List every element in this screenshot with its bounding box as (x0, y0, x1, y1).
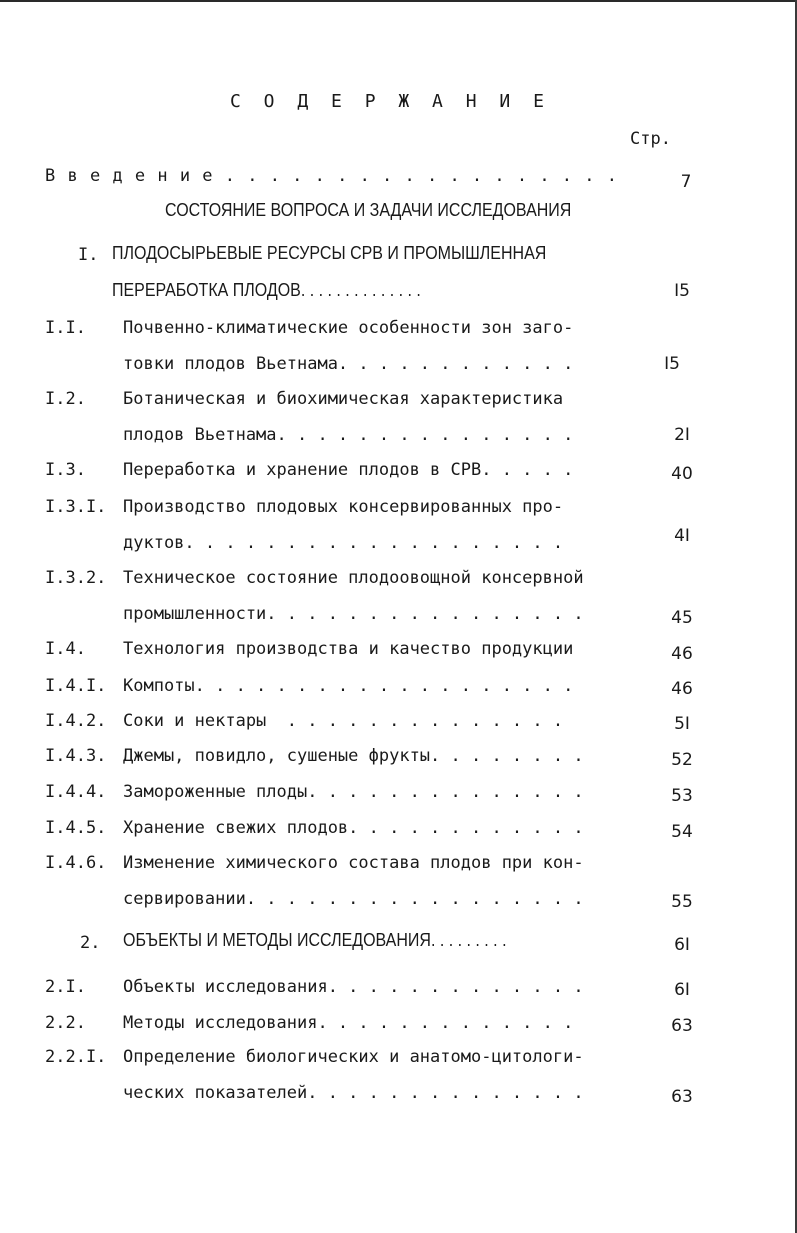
toc-entry-number: I.2. (45, 389, 86, 409)
toc-page-number: 6I (674, 980, 690, 1000)
toc-entry-number: 2.I. (45, 977, 86, 997)
toc-page-number: 46 (671, 679, 693, 699)
toc-entry-text: Джемы, повидло, сушеные фрукты. . . . . . . . (123, 746, 584, 766)
toc-entry-text: ческих показателей. . . . . . . . . . . . . . (123, 1083, 584, 1103)
toc-page-number: 63 (671, 1016, 693, 1036)
page-column-label: Стр. (630, 129, 671, 149)
toc-entry-number: I.4.4. (45, 782, 107, 802)
toc-entry-text: Технология производства и качество продукции (123, 639, 574, 659)
toc-page-number: 5I (674, 714, 690, 734)
toc-page-number: 63 (671, 1087, 693, 1107)
section-heading: СОСТОЯНИЕ ВОПРОСА И ЗАДАЧИ ИССЛЕДОВАНИЯ (165, 201, 572, 221)
toc-page-number: 46 (671, 644, 693, 664)
toc-entry-number: 2.2.I. (45, 1047, 107, 1067)
toc-entry-number: I.4.I. (45, 676, 107, 696)
toc-entry-number: I.4. (45, 639, 86, 659)
toc-entry-text: Определение биологических и анатомо-цитологи- (123, 1047, 584, 1067)
toc-entry-text: сервировании. . . . . . . . . . . . . . . . . (123, 889, 584, 909)
toc-page-number: 53 (671, 786, 693, 806)
toc-entry-number: I.4.2. (45, 711, 107, 731)
toc-page-number: I5 (674, 281, 690, 301)
toc-entry-number: I.3.I. (45, 497, 107, 517)
toc-entry-text: Производство плодовых консервированных про- (123, 497, 564, 517)
page-top-edge (0, 0, 797, 2)
toc-page-number: 4I (674, 526, 690, 546)
toc-page-number: 45 (671, 608, 693, 628)
toc-entry-text: Объекты исследования. . . . . . . . . . . . . (123, 977, 584, 997)
toc-page-number: 40 (671, 464, 693, 484)
toc-entry-text: Техническое состояние плодоовощной консервной (123, 568, 584, 588)
toc-entry-number: I.3. (45, 460, 86, 480)
toc-entry-number: 2. (80, 933, 101, 953)
toc-entry-number: I.4.6. (45, 853, 107, 873)
toc-page-number: 54 (671, 822, 693, 842)
toc-entry-text: плодов Вьетнама. . . . . . . . . . . . . . . (123, 425, 574, 445)
toc-page-number: 6I (674, 935, 690, 955)
toc-entry-text: ОБЪЕКТЫ И МЕТОДЫ ИССЛЕДОВАНИЯ. . . . . . . . . (123, 931, 507, 951)
toc-page-number: 2I (674, 425, 690, 445)
toc-entry-number: I.I. (45, 318, 86, 338)
toc-entry-number: I.4.3. (45, 746, 107, 766)
toc-entry-text: дуктов. . . . . . . . . . . . . . . . . . . (123, 533, 564, 553)
toc-entry-text: Почвенно-климатические особенности зон заго- (123, 318, 574, 338)
toc-page-number: I5 (664, 354, 680, 374)
toc-entry-text: Хранение свежих плодов. . . . . . . . . . . . (123, 818, 584, 838)
toc-entry-number: I.3.2. (45, 568, 107, 588)
toc-entry-text: Ботаническая и биохимическая характеристика (123, 389, 564, 409)
toc-entry-text: Переработка и хранение плодов в СРВ. . . . . (123, 460, 574, 480)
toc-page-number: 55 (671, 892, 693, 912)
toc-entry-text: ПЕРЕРАБОТКА ПЛОДОВ. . . . . . . . . . . . . . (112, 281, 421, 301)
toc-entry-text: Методы исследования. . . . . . . . . . . . . (123, 1013, 574, 1033)
toc-entry-number: I.4.5. (45, 818, 107, 838)
toc-entry-text: Соки и нектары . . . . . . . . . . . . . . (123, 711, 564, 731)
toc-entry-text: Компоты. . . . . . . . . . . . . . . . . . . (123, 676, 574, 696)
toc-entry-number: I. (78, 245, 99, 265)
toc-entry-text: В в е д е н и е . . . . . . . . . . . . . . . . . . (45, 166, 618, 186)
toc-page-number: 52 (671, 750, 693, 770)
toc-page-number: 7 (680, 172, 692, 192)
page-title: С О Д Е Р Ж А Н И Е (230, 91, 550, 112)
toc-entry-text: Замороженные плоды. . . . . . . . . . . . . . (123, 782, 584, 802)
toc-entry-text: товки плодов Вьетнама. . . . . . . . . . . . (123, 354, 574, 374)
toc-entry-text: ПЛОДОСЫРЬЕВЫЕ РЕСУРСЫ СРВ И ПРОМЫШЛЕННАЯ (112, 244, 547, 264)
toc-entry-text: промышленности. . . . . . . . . . . . . . . . (123, 604, 584, 624)
toc-entry-number: 2.2. (45, 1013, 86, 1033)
toc-entry-text: Изменение химического состава плодов при кон- (123, 853, 584, 873)
